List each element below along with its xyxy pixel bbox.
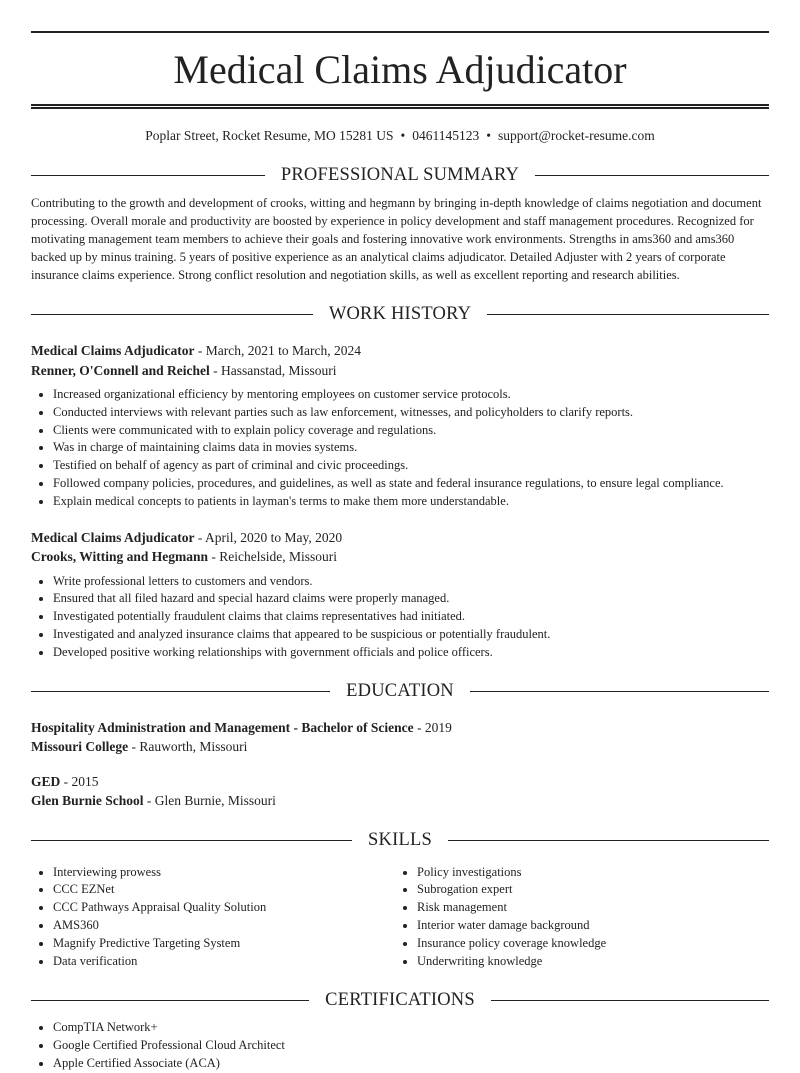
section-header-skills xyxy=(31,828,769,854)
section-rule xyxy=(491,1000,769,1001)
job-location: - Hassanstad, Missouri xyxy=(209,362,337,378)
job-company-line xyxy=(31,547,769,567)
list-item: • Followed company policies, procedures, and guidelines, as well as state and federal insurance regulations, to ensure legal compliance. xyxy=(53,475,769,493)
education-year: - 2015 xyxy=(60,773,99,789)
job-duties-list xyxy=(31,386,769,511)
education-location: - Rauworth, Missouri xyxy=(128,739,248,755)
job-location: - Reichelside, Missouri xyxy=(208,549,338,565)
list-item: • Data verification xyxy=(53,953,395,971)
list-item: • Explain medical concepts to patients in layman's terms to make them more understandable. xyxy=(53,493,769,511)
list-item: • Developed positive working relationships with government officials and police officers. xyxy=(53,644,769,662)
job-role: Medical Claims Adjudicator xyxy=(31,529,195,545)
job-role: Medical Claims Adjudicator xyxy=(31,343,195,358)
list-item: • Clients were communicated with to explain policy coverage and regulations. xyxy=(53,422,769,440)
resume-page xyxy=(31,31,769,1073)
job-company: Crooks, Witting and Hegmann xyxy=(31,549,209,565)
contact-address: Poplar Street, Rocket Resume, MO 15281 US xyxy=(145,128,394,143)
job-entry xyxy=(31,341,769,511)
education-degree-line xyxy=(31,718,769,738)
job-dates: - April, 2020 to May, 2020 xyxy=(194,529,343,545)
education-degree-line xyxy=(31,772,769,792)
section-rule xyxy=(470,691,769,692)
skills-list-right xyxy=(395,864,759,971)
education-school-line xyxy=(31,737,769,757)
list-item: • Magnify Predictive Targeting System xyxy=(53,935,395,953)
section-header-certifications xyxy=(31,987,769,1013)
education-location: - Glen Burnie, Missouri xyxy=(143,793,276,809)
skills-columns xyxy=(31,864,769,971)
section-title-summary: PROFESSIONAL SUMMARY xyxy=(280,164,520,185)
list-item: • Insurance policy coverage knowledge xyxy=(417,935,759,953)
job-entry xyxy=(31,528,769,662)
job-company: Renner, O'Connell and Reichel xyxy=(31,362,210,378)
list-item: • CCC EZNet xyxy=(53,881,395,899)
list-item: • Google Certified Professional Cloud Architect xyxy=(53,1037,769,1055)
section-rule xyxy=(487,314,769,315)
list-item: • Apple Certified Associate (ACA) xyxy=(53,1055,769,1073)
education-school: Glen Burnie School xyxy=(31,793,144,809)
list-item: • Testified on behalf of agency as part of criminal and civic proceedings. xyxy=(53,457,769,475)
list-item: • Risk management xyxy=(417,899,759,917)
list-item: • Was in charge of maintaining claims data in movies systems. xyxy=(53,439,769,457)
education-school: Missouri College xyxy=(31,739,129,755)
top-divider xyxy=(31,31,769,33)
job-company-line xyxy=(31,361,769,381)
section-rule xyxy=(31,691,330,692)
job-dates: - March, 2021 to March, 2024 xyxy=(194,343,361,358)
certifications-list xyxy=(31,1019,769,1072)
job-heading xyxy=(31,528,769,548)
skills-list-left xyxy=(31,864,395,971)
list-item: • Underwriting knowledge xyxy=(417,953,759,971)
education-school-line xyxy=(31,791,769,811)
list-item: • Interviewing prowess xyxy=(53,864,395,882)
section-header-work xyxy=(31,301,769,327)
list-item: • Conducted interviews with relevant parties such as law enforcement, witnesses, and policyholders to clarify reports. xyxy=(53,404,769,422)
section-title-work: WORK HISTORY xyxy=(328,303,472,324)
section-title-education: EDUCATION xyxy=(346,681,454,702)
section-rule xyxy=(31,840,352,841)
list-item: • Policy investigations xyxy=(417,864,759,882)
education-degree: Hospitality Administration and Management - Bachelor of Science xyxy=(31,719,414,735)
contact-separator: • xyxy=(400,128,406,143)
list-item: • CompTIA Network+ xyxy=(53,1019,769,1037)
section-rule xyxy=(31,314,313,315)
job-heading xyxy=(31,341,769,361)
list-item: • Ensured that all filed hazard and special hazard claims were properly managed. xyxy=(53,590,769,608)
contact-phone: 0461145123 xyxy=(412,128,480,143)
list-item: • Investigated potentially fraudulent claims that claims representatives had initiated. xyxy=(53,608,769,626)
resume-title: Medical Claims Adjudicator xyxy=(173,47,627,92)
education-year: - 2019 xyxy=(413,719,452,735)
list-item: • Investigated and analyzed insurance claims that appeared to be suspicious or potentially fraudulent. xyxy=(53,626,769,644)
contact-email: support@rocket-resume.com xyxy=(497,128,655,143)
section-rule xyxy=(31,1000,309,1001)
section-rule xyxy=(31,175,265,176)
section-title-certifications: CERTIFICATIONS xyxy=(325,989,475,1010)
section-title-skills: SKILLS xyxy=(368,830,432,851)
list-item: • AMS360 xyxy=(53,917,395,935)
section-rule xyxy=(448,840,769,841)
section-header-summary xyxy=(31,162,769,188)
contact-line xyxy=(31,127,769,145)
job-duties-list xyxy=(31,573,769,662)
list-item: • Interior water damage background xyxy=(417,917,759,935)
title-double-divider xyxy=(31,104,769,109)
section-header-education xyxy=(31,679,769,705)
education-degree: GED xyxy=(31,773,61,789)
list-item: • Subrogation expert xyxy=(417,881,759,899)
section-rule xyxy=(535,175,769,176)
list-item: • Increased organizational efficiency by mentoring employees on customer service protocols. xyxy=(53,386,769,404)
summary-text: Contributing to the growth and development of crooks, witting and hegmann by bringing in-depth knowledge of claims negotiation and document processing. Overall morale and productivity are boosted by experience in policy development and staff management procedures. Recognized for motivating management team members to achieve their goals and fostering innovative work environments. Strengths in ams360 and ams360 backed up by minus training. 5 years of positive experience as an analytical claims adjudicator. Detailed Adjuster with 2 years of corporate insurance claims experience. Strong conflict resolution and negotiation skills, as well as excellent reporting and research abilities. xyxy=(31,196,762,282)
education-entry xyxy=(31,718,769,757)
list-item: • Write professional letters to customers and vendors. xyxy=(53,573,769,591)
contact-separator: • xyxy=(486,128,491,143)
list-item: • CCC Pathways Appraisal Quality Solution xyxy=(53,899,395,917)
education-entry xyxy=(31,772,769,811)
